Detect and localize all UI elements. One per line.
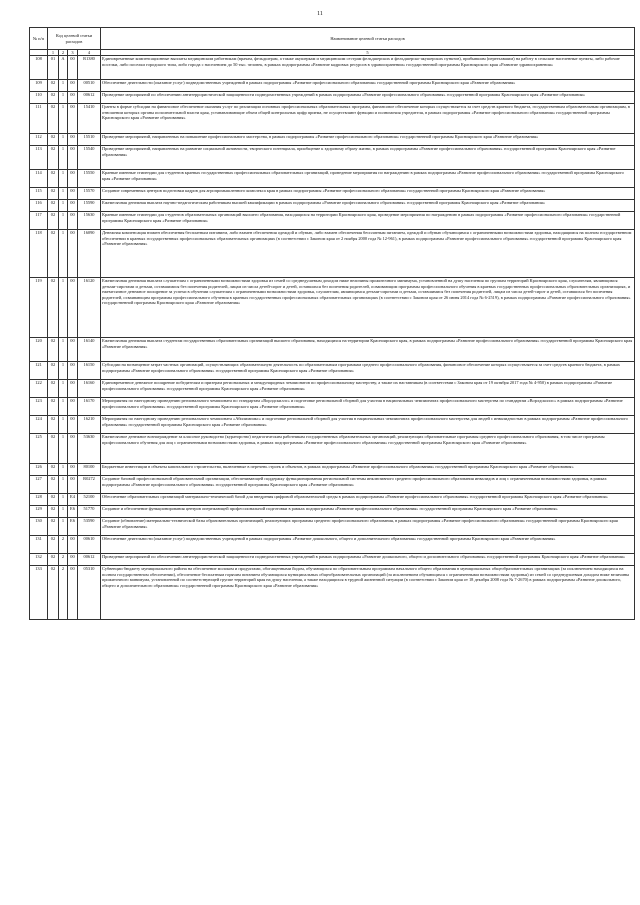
row-name: Ежемесячная денежная выплата слушателям с ограниченными возможностями здоровья из семей со среднедушевым доходом ниже величины прожиточного минимума, установленной на душу населения по группам территорий Красноярского края, слушателям, являющимся детьми-сиротами и детьми, оставшимися без попечения родителей, лицам из числа детей-сирот и детей, оставшихся без попечения родителей, осваивающим программы профессионального обучения в краевых государственных профессиональных образовательных организациях, и ежемесячное денежное поощрение за успехи в обучении слушателям с ограниченными возможностями здоровья, слушателям, являющимся детьми-сиротами и детьми, оставшимися без попечения родителей, лицам из числа детей-сирот и детей, оставшихся без попечения родителей, осваивающим программы профессионального обучения в краевых государственных профессиональных образовательных организациях (в соответствии с Законом края от 26 июня 2014 года № 6-2519), в рамках подпрограммы «Развитие профессионального образования» государственной программы Красноярского края «Развитие образования» xyxy=(101,278,635,338)
table-row xyxy=(30,170,635,188)
code-program: 02 xyxy=(48,464,59,476)
row-name: Проведение мероприятий, направленных на развитие социальной активности, творческого потенциала, приобщение к здоровому образу жизни, в рамках подпрограммы «Развитие профессионального образования» государственной программы Красноярского края «Развитие образования» xyxy=(101,146,635,170)
row-number: 125 xyxy=(30,434,48,464)
code-subprogram: 1 xyxy=(59,398,68,416)
row-name: Денежная компенсация взамен обеспечения бесплатным питанием, либо взамен обеспечения одеждой и обувью, либо взамен обеспечения бесплатным питанием, одеждой и обувью обучающимся с ограниченными возможностями здоровья, находящимся на полном государственном обеспечении в краевых государственных профессиональных образовательных организациях (в соответствии с Законом края от 2 ноября 2000 года № 12-961), в рамках подпрограммы «Развитие профессионального образования» государственной программы Красноярского края «Развитие образования» xyxy=(101,230,635,278)
code-subprogram: 1 xyxy=(59,134,68,146)
code-direction: 15540 xyxy=(78,146,101,170)
code-event-type: 00 xyxy=(68,536,78,554)
row-number: 123 xyxy=(30,398,48,416)
code-program: 02 xyxy=(48,338,59,362)
code-event-type: 00 xyxy=(68,398,78,416)
code-direction: 15510 xyxy=(78,134,101,146)
code-program: 02 xyxy=(48,518,59,536)
code-direction: 15410 xyxy=(78,104,101,134)
row-number: 110 xyxy=(30,92,48,104)
row-number: 127 xyxy=(30,476,48,494)
row-name: Создание и обеспечение функционирования центров опережающей профессиональной подготовки в рамках подпрограммы «Развитие профессионального образования» государственной программы Красноярского края «Развитие образования» xyxy=(101,506,635,518)
code-direction: 05310 xyxy=(78,566,101,620)
code-subprogram: 1 xyxy=(59,200,68,212)
header-code: Код целевой статьи расходов xyxy=(48,28,101,50)
table-row xyxy=(30,416,635,434)
code-event-type: 00 xyxy=(68,464,78,476)
code-direction: 15590 xyxy=(78,200,101,212)
row-number: 121 xyxy=(30,362,48,380)
table-row xyxy=(30,362,635,380)
row-number: 124 xyxy=(30,416,48,434)
row-name: Гранты в форме субсидии на финансовое обеспечение оказания услуг по реализации основных профессиональных образовательных программ, финансовое обеспечение которых осуществляется за счет средств краевого бюджета, государственным образовательным организациям, в отношении которых органы исполнительной власти края, устанавливающие объем общей контрольных цифр приема, не осуществляют функции и полномочия учредителя, в рамках подпрограммы «Развитие профессионального образования» государственной программы Красноярского края «Развитие образования» xyxy=(101,104,635,134)
row-number: 128 xyxy=(30,494,48,506)
header-name: Наименование целевой статьи расходов xyxy=(101,28,635,50)
row-name: Мероприятия по ежегодному проведению регионального чемпионата по стандартам «Ворлдскиллс» и подготовке региональной сборной для участия в национальных чемпионатах профессионального мастерства по стандартам «Ворлдскиллс» в рамках подпрограммы «Развитие профессионального образования» государственной программы Красноярского края «Развитие образования» xyxy=(101,398,635,416)
code-program: 02 xyxy=(48,230,59,278)
code-program: 02 xyxy=(48,434,59,464)
row-name: Обеспечение деятельности (оказание услуг) подведомственных учреждений в рамках подпрограммы «Развитие профессионального образования» государственной программы Красноярского края «Развитие образования» xyxy=(101,80,635,92)
code-direction: 16150 xyxy=(78,362,101,380)
code-event-type: 00 xyxy=(68,212,78,230)
code-direction: 16090 xyxy=(78,230,101,278)
header-num: № п/п xyxy=(30,28,48,50)
table-row xyxy=(30,92,635,104)
row-name: Краевые именные стипендии для студентов краевых государственных профессиональных образовательных организаций, проведение мероприятия по награждению в рамках подпрограммы «Развитие профессионального образования» государственной программы Красноярского края «Развитие образования» xyxy=(101,170,635,188)
code-direction: 16210 xyxy=(78,416,101,434)
row-name: Создание базовой профессиональной образовательной организации, обеспечивающей поддержку функционирования региональной системы инклюзивного среднего профессионального образования инвалидов и лиц с ограниченными возможностями здоровья, в рамках подпрограммы «Развитие профессионального образования» государственной программы Красноярского края «Развитие образования» xyxy=(101,476,635,494)
code-subprogram: 1 xyxy=(59,518,68,536)
code-event-type: 00 xyxy=(68,554,78,566)
code-subprogram: 1 xyxy=(59,230,68,278)
row-number: 115 xyxy=(30,188,48,200)
code-direction: R1380 xyxy=(78,56,101,80)
code-subprogram: 1 xyxy=(59,362,68,380)
code-direction: 16160 xyxy=(78,380,101,398)
code-event-type: 00 xyxy=(68,56,78,80)
code-subprogram: 1 xyxy=(59,212,68,230)
row-number: 131 xyxy=(30,536,48,554)
code-subprogram: 1 xyxy=(59,278,68,338)
code-subprogram: 1 xyxy=(59,188,68,200)
code-program: 02 xyxy=(48,212,59,230)
table-row xyxy=(30,494,635,506)
code-subprogram: 1 xyxy=(59,506,68,518)
code-program: 02 xyxy=(48,146,59,170)
code-direction: 53590 xyxy=(78,518,101,536)
code-event-type: 00 xyxy=(68,230,78,278)
code-event-type: E6 xyxy=(68,506,78,518)
code-subprogram: 2 xyxy=(59,554,68,566)
row-number: 132 xyxy=(30,554,48,566)
code-event-type: 00 xyxy=(68,134,78,146)
table-row xyxy=(30,506,635,518)
code-program: 02 xyxy=(48,506,59,518)
code-direction: 16120 xyxy=(78,278,101,338)
code-event-type: 00 xyxy=(68,200,78,212)
row-name: Единовременные компенсационные выплаты медицинским работникам (врачам, фельдшерам, а также акушеркам и медицинским сестрам фельдшерских и фельдшерско-акушерских пунктов), прибывшим (переехавшим) на работу в сельские населенные пункты, либо рабочие поселки, либо поселки городского типа, либо города с населением до 50 тыс. человек, в рамках подпрограммы «Развитие кадровых ресурсов в здравоохранении» государственной программы Красноярского края «Развитие здравоохранения» xyxy=(101,56,635,80)
column-index: 4 xyxy=(78,50,101,56)
table-row xyxy=(30,566,635,620)
row-name: Проведение мероприятий по обеспечению антитеррористической защищенности подведомственных учреждений в рамках подпрограммы «Развитие профессионального образования» государственной программы Красноярского края «Развитие образования» xyxy=(101,92,635,104)
code-event-type: E4 xyxy=(68,494,78,506)
table-row xyxy=(30,188,635,200)
code-direction: 15630 xyxy=(78,212,101,230)
row-name: Ежемесячная денежная выплата научно-педагогическим работникам высшей квалификации в рамках подпрограммы «Развитие профессионального образования» государственной программы Красноярского края «Развитие образования» xyxy=(101,200,635,212)
table-row xyxy=(30,146,635,170)
code-program: 02 xyxy=(48,380,59,398)
code-event-type: 00 xyxy=(68,362,78,380)
code-event-type: 00 xyxy=(68,380,78,398)
table-row xyxy=(30,338,635,362)
code-subprogram: 1 xyxy=(59,494,68,506)
code-direction: 15550 xyxy=(78,170,101,188)
table-row xyxy=(30,554,635,566)
code-program: 02 xyxy=(48,566,59,620)
table-row xyxy=(30,230,635,278)
code-program: 02 xyxy=(48,476,59,494)
code-subprogram: 1 xyxy=(59,92,68,104)
code-subprogram: 1 xyxy=(59,338,68,362)
code-subprogram: А xyxy=(59,56,68,80)
code-program: 01 xyxy=(48,56,59,80)
code-direction: 52100 xyxy=(78,494,101,506)
row-number: 130 xyxy=(30,518,48,536)
code-direction: 00612 xyxy=(78,92,101,104)
code-event-type: 00 xyxy=(68,146,78,170)
code-subprogram: 1 xyxy=(59,476,68,494)
code-subprogram: 1 xyxy=(59,146,68,170)
page-number: 11 xyxy=(317,11,323,17)
column-index: 1 xyxy=(48,50,59,56)
code-event-type: 00 xyxy=(68,92,78,104)
code-direction: 15570 xyxy=(78,188,101,200)
code-program: 02 xyxy=(48,494,59,506)
code-direction: 53630 xyxy=(78,434,101,464)
column-index: 3 xyxy=(68,50,78,56)
row-name: Мероприятия по ежегодному проведению регионального чемпионата «Абилимпикс» и подготовке региональной сборной для участия в национальных чемпионатах профессионального мастерства для людей с инвалидностью в рамках подпрограммы «Развитие профессионального образования» государственной программы Красноярского края «Развитие образования» xyxy=(101,416,635,434)
code-subprogram: 1 xyxy=(59,434,68,464)
code-event-type: 00 xyxy=(68,338,78,362)
row-name: Обеспечение образовательных организаций материально-технической базой для внедрения цифровой образовательной среды в рамках подпрограммы «Развитие профессионального образования» государственной программы Красноярского края «Развитие образования» xyxy=(101,494,635,506)
code-subprogram: 1 xyxy=(59,170,68,188)
table-row xyxy=(30,536,635,554)
code-event-type: 00 xyxy=(68,434,78,464)
row-number: 109 xyxy=(30,80,48,92)
table-row xyxy=(30,134,635,146)
code-subprogram: 2 xyxy=(59,566,68,620)
code-direction: 80100 xyxy=(78,464,101,476)
row-number: 120 xyxy=(30,338,48,362)
row-number: 118 xyxy=(30,230,48,278)
code-direction: 00510 xyxy=(78,80,101,92)
code-program: 02 xyxy=(48,278,59,338)
row-number: 112 xyxy=(30,134,48,146)
row-number: 114 xyxy=(30,170,48,188)
row-name: Ежемесячная денежная выплата студентам государственных образовательных организаций высшего образования, находящихся на территории Красноярского края, в рамках подпрограммы «Развитие профессионального образования» государственной программы Красноярского края «Развитие образования» xyxy=(101,338,635,362)
table-row xyxy=(30,104,635,134)
code-program: 02 xyxy=(48,416,59,434)
code-event-type: E6 xyxy=(68,518,78,536)
row-name: Субсидии на возмещение затрат частных организаций, осуществляющих образовательную деятельность по образовательным программам среднего профессионального образования, финансовое обеспечение которых осуществляется за счет средств краевого бюджета, в рамках подпрограммы «Развитие профессионального образования» государственной программы Красноярского края «Развитие образования» xyxy=(101,362,635,380)
table-row xyxy=(30,212,635,230)
code-subprogram: 1 xyxy=(59,380,68,398)
code-event-type: 00 xyxy=(68,416,78,434)
row-number: 129 xyxy=(30,506,48,518)
row-number: 117 xyxy=(30,212,48,230)
code-direction: R0272 xyxy=(78,476,101,494)
row-name: Ежемесячное денежное вознаграждение за классное руководство (кураторство) педагогическим работникам государственных образовательных организаций, реализующих образовательные программы среднего профессионального образования, в том числе программы профессионального обучения для лиц с ограниченными возможностями здоровья, в рамках подпрограммы «Развитие профессионального образования» государственной программы Красноярского края «Развитие образования» xyxy=(101,434,635,464)
table-row xyxy=(30,476,635,494)
table-row xyxy=(30,56,635,80)
code-program: 02 xyxy=(48,398,59,416)
row-number: 133 xyxy=(30,566,48,620)
row-number: 111 xyxy=(30,104,48,134)
code-event-type: 00 xyxy=(68,188,78,200)
row-name: Единовременное денежное поощрение победителям и призерам региональных и международных чемпионатов по профессиональному мастерству, а также их наставникам (в соответствии с Законом края от 19 октября 2017 года № 4-950) в рамках подпрограммы «Развитие профессионального образования» государственной программы Красноярского края «Развитие образования» xyxy=(101,380,635,398)
row-number: 113 xyxy=(30,146,48,170)
row-number: 122 xyxy=(30,380,48,398)
row-name: Субвенции бюджету муниципального района на обеспечение молоком и продуктами, обогащенными йодом, обучающихся по образовательным программам начального общего образования в муниципальных общеобразовательных организациях (за исключением находящихся на полном государственном обеспечении), обеспечение бесплатным горячим питанием обучающихся муниципальных общеобразовательных организаций (за исключением обучающихся с ограниченными возможностями здоровья) из семей со среднедушевым доходом ниже величины прожиточного минимума, установленной по соответствующей группе территорий края на душу населения, а также находящихся в трудной жизненной ситуации (в соответствии с Законом края от 18 декабря 2008 года № 7-2670) в рамках подпрограммы «Развитие дошкольного, общего и дополнительного образования» государственной программы Красноярского края «Развитие образования» xyxy=(101,566,635,620)
code-program: 02 xyxy=(48,170,59,188)
column-index: 2 xyxy=(59,50,68,56)
code-program: 02 xyxy=(48,362,59,380)
code-subprogram: 1 xyxy=(59,80,68,92)
row-name: Создание (обновление) материально-технической базы образовательных организаций, реализующих программы среднего профессионального образования, в рамках подпрограммы «Развитие профессионального образования» государственной программы Красноярского края «Развитие образования» xyxy=(101,518,635,536)
code-event-type: 00 xyxy=(68,80,78,92)
code-program: 02 xyxy=(48,92,59,104)
code-program: 02 xyxy=(48,134,59,146)
table-row xyxy=(30,464,635,476)
code-direction: 16170 xyxy=(78,398,101,416)
code-program: 02 xyxy=(48,188,59,200)
code-event-type: 00 xyxy=(68,278,78,338)
code-program: 02 xyxy=(48,536,59,554)
code-direction: 16140 xyxy=(78,338,101,362)
row-name: Обеспечение деятельности (оказание услуг) подведомственных учреждений в рамках подпрограммы «Развитие дошкольного, общего и дополнительного образования» государственной программы Красноярского края «Развитие образования» xyxy=(101,536,635,554)
row-number: 126 xyxy=(30,464,48,476)
row-name: Краевые именные стипендии для студентов образовательных организаций высшего образования, находящихся на территории Красноярского края, проведение мероприятия по награждению в рамках подпрограммы «Развитие профессионального образования» государственной программы Красноярского края «Развитие образования» xyxy=(101,212,635,230)
code-event-type: 00 xyxy=(68,476,78,494)
code-subprogram: 2 xyxy=(59,536,68,554)
code-program: 02 xyxy=(48,200,59,212)
table-body xyxy=(30,56,635,620)
row-name: Бюджетные инвестиции в объекты капитального строительства, включенные в перечень строек и объектов, в рамках подпрограммы «Развитие профессионального образования» государственной программы Красноярского края «Развитие образования» xyxy=(101,464,635,476)
table-row xyxy=(30,398,635,416)
code-subprogram: 1 xyxy=(59,416,68,434)
code-program: 02 xyxy=(48,554,59,566)
row-number: 108 xyxy=(30,56,48,80)
table-header xyxy=(30,28,635,56)
code-event-type: 00 xyxy=(68,104,78,134)
code-direction: 51770 xyxy=(78,506,101,518)
table-row xyxy=(30,518,635,536)
table-row xyxy=(30,200,635,212)
table-row xyxy=(30,434,635,464)
table-row xyxy=(30,278,635,338)
column-index: 5 xyxy=(101,50,635,56)
code-event-type: 00 xyxy=(68,170,78,188)
row-name: Проведение мероприятий, направленных на повышение профессионального мастерства, в рамках подпрограммы «Развитие профессионального образования» государственной программы Красноярского края «Развитие образования» xyxy=(101,134,635,146)
code-program: 02 xyxy=(48,80,59,92)
row-name: Создание современных центров подготовки кадров для агропромышленного комплекса края в рамках подпрограммы «Развитие профессионального образования» государственной программы Красноярского края «Развитие образования» xyxy=(101,188,635,200)
table-row xyxy=(30,380,635,398)
row-number: 119 xyxy=(30,278,48,338)
budget-codes-table xyxy=(29,27,635,620)
code-event-type: 00 xyxy=(68,566,78,620)
code-program: 02 xyxy=(48,104,59,134)
code-direction: 00612 xyxy=(78,554,101,566)
table-row xyxy=(30,80,635,92)
code-direction: 00610 xyxy=(78,536,101,554)
row-number: 116 xyxy=(30,200,48,212)
code-subprogram: 1 xyxy=(59,104,68,134)
row-name: Проведение мероприятий по обеспечению антитеррористической защищенности подведомственных учреждений в рамках подпрограммы «Развитие дошкольного, общего и дополнительного образования» государственной программы Красноярского края «Развитие образования» xyxy=(101,554,635,566)
code-subprogram: 1 xyxy=(59,464,68,476)
